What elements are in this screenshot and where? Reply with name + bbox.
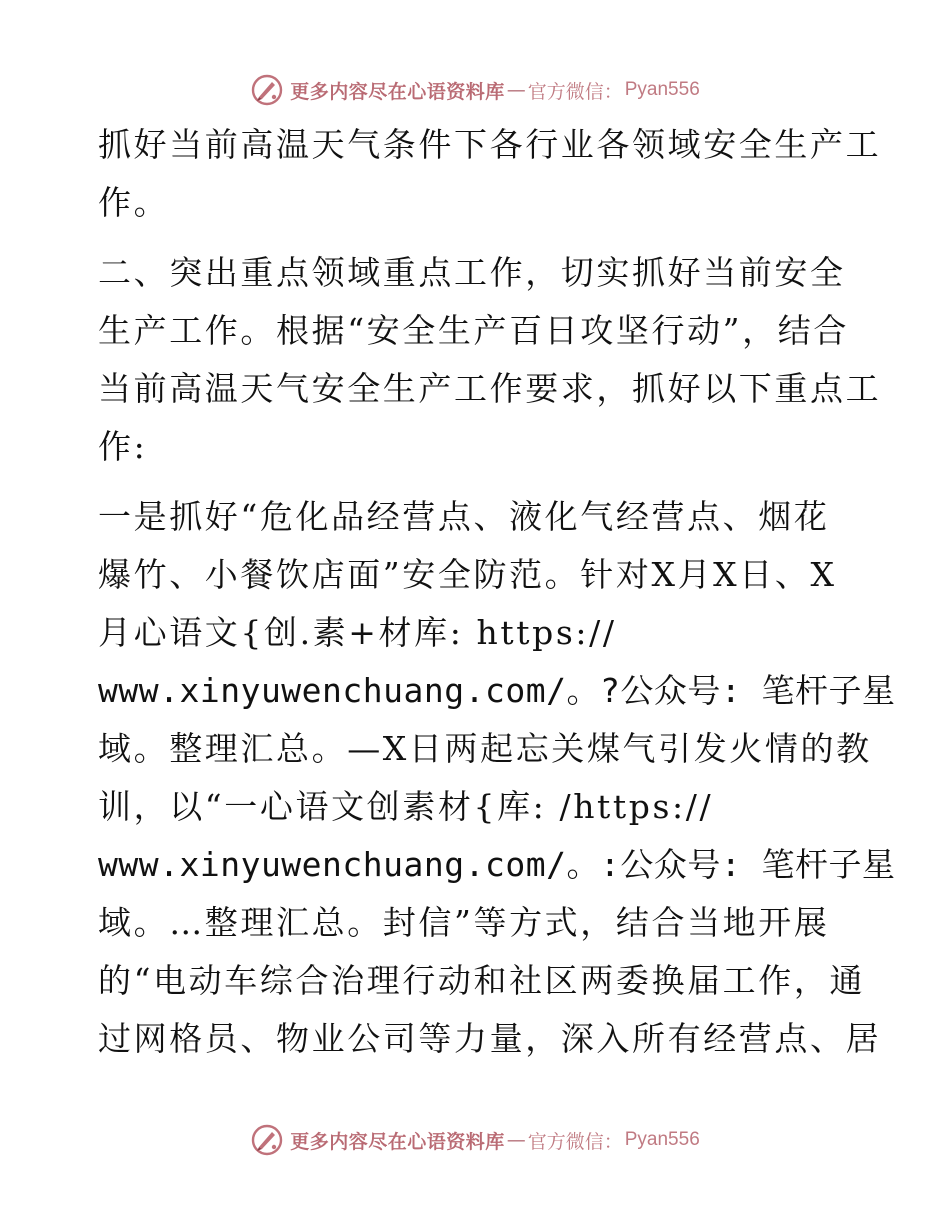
banner-account: Pyan556 bbox=[624, 1129, 700, 1150]
url-line: www.xinyuwenchuang.com/。:公众号: 笔杆子星 bbox=[98, 845, 896, 884]
watermark-banner-top bbox=[0, 70, 950, 110]
banner-separator: — bbox=[506, 79, 526, 101]
text-line: 作: bbox=[98, 427, 148, 466]
banner-wechat-label: 官方微信： bbox=[527, 1130, 623, 1153]
text-line: 一是抓好“危化品经营点、液化气经营点、烟花 bbox=[98, 497, 830, 536]
banner-brand-text: 更多内容尽在心语资料库 bbox=[290, 80, 505, 103]
text-line: 爆竹、小餐饮店面”安全防范。针对X月X日、X bbox=[98, 555, 837, 594]
brand-logo-icon bbox=[250, 73, 284, 107]
banner-wechat-label: 官方微信： bbox=[527, 80, 623, 103]
document-body bbox=[98, 116, 896, 1068]
text-line: 训，以“一心语文创素材{库: /https:// bbox=[98, 787, 714, 826]
text-line: 当前高温天气安全生产工作要求，抓好以下重点工 bbox=[98, 369, 882, 408]
text-line: 月心语文{创.素+材库: https:// bbox=[98, 613, 617, 652]
banner-account: Pyan556 bbox=[624, 79, 700, 100]
text-line: 抓好当前高温天气条件下各行业各领域安全生产工 bbox=[98, 125, 882, 164]
banner-separator: — bbox=[506, 1129, 526, 1151]
text-line: 二、突出重点领域重点工作，切实抓好当前安全 bbox=[98, 253, 846, 292]
text-line: 域。整理汇总。—X日两起忘关煤气引发火情的教 bbox=[98, 729, 872, 768]
url-line: www.xinyuwenchuang.com/。?公众号: 笔杆子星 bbox=[98, 671, 896, 710]
text-line: 作。 bbox=[98, 183, 170, 222]
text-line: 的“电动车综合治理行动和社区两委换届工作，通 bbox=[98, 961, 866, 1000]
text-line: 生产工作。根据“安全生产百日攻坚行动”，结合 bbox=[98, 311, 849, 350]
banner-brand-text: 更多内容尽在心语资料库 bbox=[290, 1130, 505, 1153]
text-line: 域。…整理汇总。封信”等方式，结合当地开展 bbox=[98, 903, 830, 942]
brand-logo-icon bbox=[250, 1123, 284, 1157]
watermark-banner-bottom bbox=[0, 1120, 950, 1160]
text-line: 过网格员、物业公司等力量，深入所有经营点、居 bbox=[98, 1019, 882, 1058]
